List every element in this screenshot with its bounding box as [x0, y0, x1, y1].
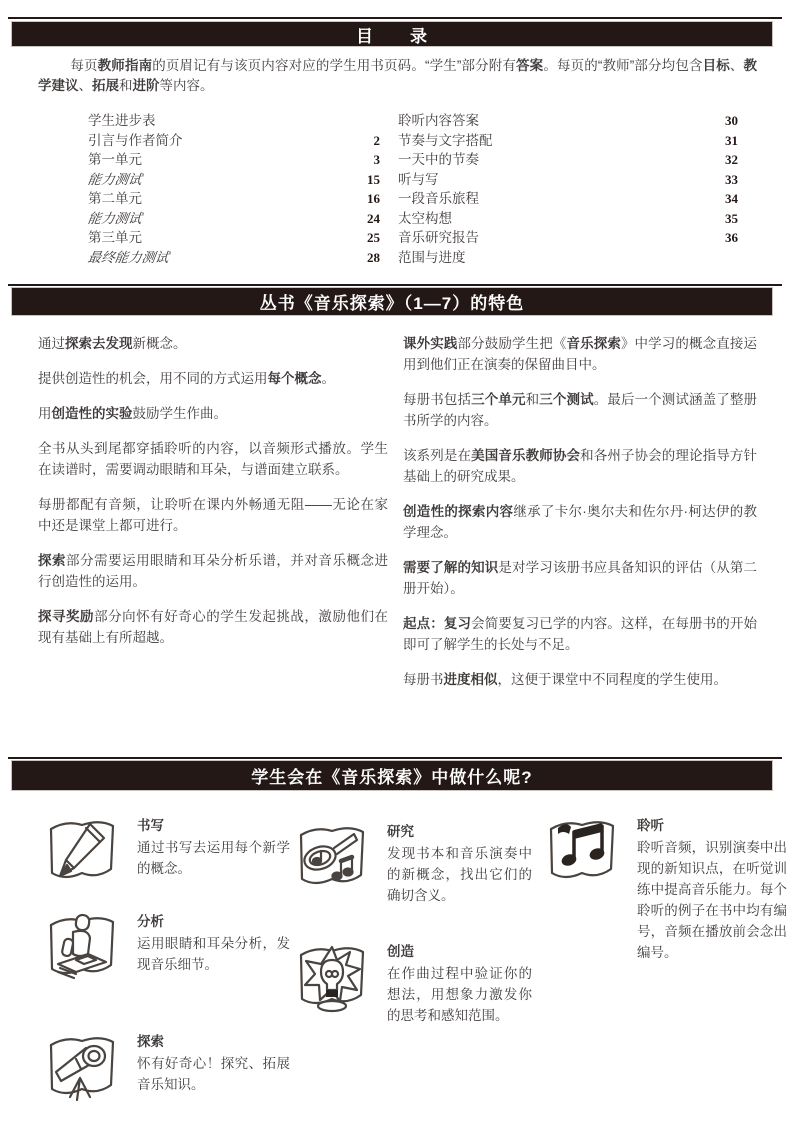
activity-title: 分析: [137, 914, 164, 929]
text: 的页眉记有与该页内容对应的学生用书页码。“学生”部分附有: [152, 58, 517, 73]
features-divider-rule: [8, 284, 782, 286]
bold-text: 需要了解的知识: [403, 560, 499, 575]
toc-entry-page: 36: [725, 230, 738, 245]
toc-entry: [88, 168, 380, 188]
toc-entry-title: 一天中的节奏: [398, 152, 479, 167]
feature-paragraph: [38, 403, 388, 424]
text: 和: [119, 78, 133, 93]
toc-entry-title: 音乐研究报告: [398, 230, 479, 245]
toc-entry: [88, 207, 380, 227]
activity-title: 探索: [137, 1034, 164, 1049]
text: 新概念。: [132, 336, 187, 351]
toc-entry-title: 引言与作者简介: [88, 132, 183, 148]
bold-text: 探索: [38, 553, 67, 568]
features-banner: 丛书《音乐探索》（1—7）的特色: [12, 288, 772, 315]
toc-banner: 目 录: [12, 22, 772, 46]
text: 每册书: [403, 672, 444, 687]
activity-description: 通过书写去运用每个新学的概念。: [137, 840, 290, 876]
toc-entry-title: 第三单元: [88, 230, 142, 245]
bold-text: 美国音乐教师协会: [471, 448, 581, 463]
lightbulb-icon: [290, 938, 374, 1022]
toc-entry-title: 能力测试: [86, 171, 143, 187]
toc-entry: [88, 129, 380, 149]
bold-text: 拓展: [92, 78, 119, 93]
toc-entry-page: 28: [367, 249, 380, 265]
text: 全书从头到尾都穿插聆听的内容，以音频形式播放。学生在读谱时，需要调动眼睛和耳朵，与谱面建立联系。: [38, 441, 388, 477]
activity-title: 书写: [137, 818, 164, 833]
toc-entry-page: 25: [367, 230, 380, 245]
telescope-icon: [40, 1028, 124, 1112]
text: 和: [525, 392, 540, 407]
text: 》中学习的概念直接运用到他们正在演奏的保留曲目中。: [403, 336, 758, 372]
text: 鼓励学生作曲。: [132, 406, 227, 421]
toc-entry-page: 30: [725, 113, 738, 128]
activities-divider-rule: [8, 757, 782, 759]
bold-text: 教师指南: [97, 58, 153, 73]
bold-text: 探索去发现: [65, 336, 133, 351]
bold-text: 探寻奖励: [38, 609, 95, 624]
text: 每册书包括: [403, 392, 472, 407]
feature-paragraph: [403, 445, 757, 487]
toc-entry-title: 一段音乐旅程: [398, 191, 479, 206]
toc-entry: [398, 168, 738, 188]
toc-entry-page: 31: [725, 132, 738, 148]
person-analyzing-icon: [40, 908, 124, 992]
toc-entry: [398, 246, 738, 266]
pencil-icon: [40, 812, 124, 896]
toc-entry: [88, 246, 380, 266]
activity-text: [137, 908, 290, 992]
toc-column-left: [88, 109, 380, 265]
text: 部分鼓励学生把《: [457, 336, 567, 351]
toc-entry: [398, 109, 738, 129]
activity-description: 怀有好奇心！探究、拓展音乐知识。: [137, 1056, 290, 1092]
toc-entry-title: 学生进步表: [88, 113, 156, 128]
activity-item-research: [290, 818, 532, 906]
bold-text: 进度相似: [443, 672, 498, 687]
top-divider-rule: [8, 17, 782, 19]
feature-paragraph: [38, 606, 388, 648]
toc-entry-page: 24: [367, 210, 380, 226]
activity-item-listening: [540, 812, 787, 963]
toc-entry-page: 2: [373, 132, 380, 148]
toc-column-right: [398, 109, 738, 265]
activity-item-creating: [290, 938, 532, 1026]
text: 部分向怀有好奇心的学生发起挑战，激励他们在现有基础上有所超越。: [38, 609, 389, 645]
toc-entry-title: 第二单元: [88, 191, 142, 206]
features-column-left: [38, 333, 388, 662]
text: 、: [729, 58, 744, 73]
toc-entry-title: 节奏与文字搭配: [398, 132, 493, 148]
music-notes-icon: [540, 812, 624, 896]
bold-text: 目标: [702, 58, 730, 73]
toc-entry: [88, 148, 380, 168]
toc-entry-title: 能力测试: [86, 210, 143, 226]
feature-paragraph: [403, 501, 757, 543]
bold-text: 起点：复习: [403, 616, 472, 631]
text: 提供创造性的机会，用不同的方式运用: [38, 371, 268, 386]
activities-banner: 学生会在《音乐探索》中做什么呢?: [12, 761, 772, 790]
text: 继承了卡尔·奥尔夫和佐尔丹·柯达伊的教学理念。: [403, 504, 757, 540]
bold-text: 教学建议: [38, 58, 758, 93]
toc-entry-page: 15: [367, 171, 380, 187]
text: 每册都配有音频，让聆听在课内外畅通无阻——无论在家中还是课堂上都可进行。: [38, 497, 388, 533]
toc-entry: [88, 109, 380, 129]
text: 、: [78, 78, 92, 93]
bold-text: 答案: [516, 58, 544, 73]
bold-text: 音乐探索: [566, 336, 621, 351]
toc-entry: [88, 226, 380, 246]
feature-paragraph: [38, 333, 388, 354]
toc-entry: [398, 226, 738, 246]
activity-text: [137, 1028, 290, 1112]
bold-text: 课外实践: [403, 336, 458, 351]
toc-entry-title: 聆听内容答案: [398, 113, 479, 128]
bold-text: 创造性的探索内容: [403, 504, 514, 519]
text: 会简要复习已学的内容。这样，在每册书的开始即可了解学生的长处与不足。: [403, 616, 758, 652]
toc-entry-title: 最终能力测试: [86, 249, 170, 265]
toc-entry-title: 范围与进度: [398, 249, 466, 265]
bold-text: 每个概念: [267, 371, 322, 386]
text: ，这便于课堂中不同程度的学生使用。: [497, 672, 727, 687]
toc-entry: [398, 148, 738, 168]
text: 该系列是在: [403, 448, 472, 463]
text: 通过: [38, 336, 65, 351]
feature-paragraph: [403, 389, 757, 431]
text: 。最后一个测试涵盖了整册书所学的内容。: [403, 392, 758, 428]
activity-item-analyzing: [40, 908, 290, 992]
activity-description: 聆听音频，识别演奏中出现的新知识点，在听觉训练中提高音乐能力。每个聆听的例子在书中均有编号，音频在播放前会念出编号。: [637, 840, 787, 960]
feature-paragraph: [38, 494, 388, 536]
activity-title: 聆听: [637, 818, 664, 833]
activity-text: [137, 812, 290, 896]
toc-entry-page: 35: [725, 210, 738, 226]
features-column-right: [403, 333, 757, 704]
toc-entry-page: 32: [725, 152, 738, 167]
toc-entry: [398, 129, 738, 149]
text: 是对学习该册书应具备知识的评估（从第二册开始）。: [403, 560, 758, 596]
feature-paragraph: [38, 438, 388, 480]
bold-text: 创造性的实验: [51, 406, 133, 421]
feature-paragraph: [403, 557, 757, 599]
activity-text: [387, 938, 532, 1026]
activity-description: 发现书本和音乐演奏中的新概念，找出它们的确切含义。: [387, 846, 532, 903]
toc-entry: [398, 187, 738, 207]
toc-entry-page: 3: [373, 152, 380, 167]
feature-paragraph: [38, 550, 388, 592]
toc-entry-page: 16: [367, 191, 380, 206]
text: 和各州子协会的理论指导方针基础上的研究成果。: [403, 448, 758, 484]
text: 部分需要运用眼睛和耳朵分析乐谱，并对音乐概念进行创造性的运用。: [38, 553, 389, 589]
toc-entry: [398, 207, 738, 227]
feature-paragraph: [403, 613, 757, 655]
toc-intro-paragraph: [38, 56, 757, 96]
bold-text: 进阶: [132, 78, 160, 93]
magnifier-music-icon: [290, 818, 374, 902]
toc-entry-page: 33: [725, 171, 738, 187]
toc-entry-title: 太空构想: [398, 210, 452, 226]
activity-description: 在作曲过程中验证你的想法，用想象力激发你的思考和感知范围。: [387, 966, 532, 1023]
toc-entry: [88, 187, 380, 207]
feature-paragraph: [403, 333, 757, 375]
text: 用: [38, 406, 52, 421]
feature-paragraph: [38, 368, 388, 389]
text: 等内容。: [159, 78, 214, 93]
toc-entry-title: 听与写: [398, 171, 439, 187]
text: 。每页的“教师”部分均包含: [543, 58, 703, 73]
activity-item-exploring: [40, 1028, 290, 1112]
activity-title: 创造: [387, 944, 414, 959]
bold-text: 三个测试: [539, 392, 594, 407]
feature-paragraph: [403, 669, 757, 690]
text: 每页: [70, 58, 98, 73]
activity-text: [387, 818, 532, 906]
toc-entry-page: 34: [725, 191, 738, 206]
activity-text: [637, 812, 787, 963]
toc-entry-title: 第一单元: [88, 152, 142, 167]
activity-title: 研究: [387, 824, 414, 839]
activity-item-writing: [40, 812, 290, 896]
activity-description: 运用眼睛和耳朵分析，发现音乐细节。: [137, 936, 290, 972]
text: 。: [321, 371, 335, 386]
bold-text: 三个单元: [471, 392, 526, 407]
